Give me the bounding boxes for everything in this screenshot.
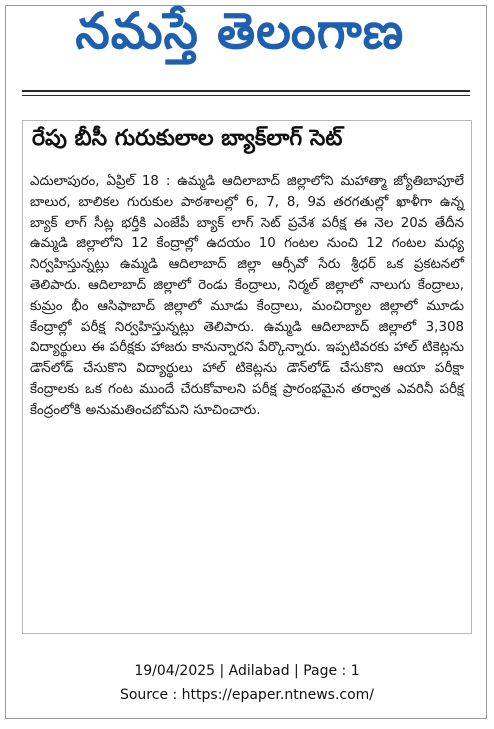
masthead-logo-text: నమస్తే తెలంగాణ [75, 1, 405, 60]
masthead-divider [22, 90, 470, 92]
footer-source-link[interactable]: Source : https://epaper.ntnews.com/ [119, 687, 375, 703]
newspaper-masthead [30, 1, 450, 70]
masthead-divider-thin [22, 95, 470, 96]
article-headline: రేపు బీసీ గురుకులాల బ్యాక్‌లాగ్ సెట్ [32, 126, 343, 151]
article-body: ఎదులాపురం, ఏప్రిల్ 18 : ఉమ్మడి ఆదిలాబాద్ జిల్లాలోని మహాత్మా జ్యోతిబాపూలే బాలుర, బాలికల గురుకుల పాఠశాలల్లో 6, 7, 8, 9వ తరగతుల్లో ఖాళీగా ఉన్న బ్యాక్ లాగ్ సీట్ల భర్తీకి ఎంజేపీ బ్యాక్ లాగ్ సెట్ ప్రవేశ పరీక్ష ఈ నెల 20వ తేదీన ఉమ్మడి జిల్లాలోని 12 కేంద్రాల్లో ఉదయం 10 గంటల నుంచి 12 గంటల మధ్య నిర్వహిస్తున్నట్లు ఉమ్మడి ఆదిలాబాద్ జిల్లా ఆర్సీవో సేరు శ్రీధర్ ఒక ప్రకటనలో తెలిపారు. ఆదిలాబాద్ జిల్లాలో రెండు కేంద్రాలు, నిర్మల్ జిల్లాలో నాలుగు కేంద్రాలు, కుమ్రం భీం ఆసిఫాబాద్ జిల్లాలో మూడు కేంద్రాలు, మంచిర్యాల జిల్లాలో మూడు కేంద్రాల్లో పరీక్ష నిర్వహిస్తున్నట్లు తెలిపారు. ఉమ్మడి ఆదిలాబాద్ జిల్లాలో 3,308 విద్యార్థులు ఈ పరీక్షకు హాజరు కానున్నారని పేర్కొన్నారు. ఇప్పటివరకు హాల్ టికెట్లను డౌన్‌లోడ్ చేసుకొని విద్యార్థులు హాల్ టికెట్లను డౌన్‌లోడ్ చేసుకొని ఆయా పరీక్షా కేంద్రాలకు ఒక గంట ముందే చేరుకోవాలని పరీక్ష ప్రారంభమైన తర్వాత ఎవరినీ పరీక్ష కేంద్రంలోకి అనుమతించబోమని సూచించారు. [30, 174, 464, 418]
footer-date-edition: 19/04/2025 | Adilabad | Page : 1 [134, 663, 360, 679]
